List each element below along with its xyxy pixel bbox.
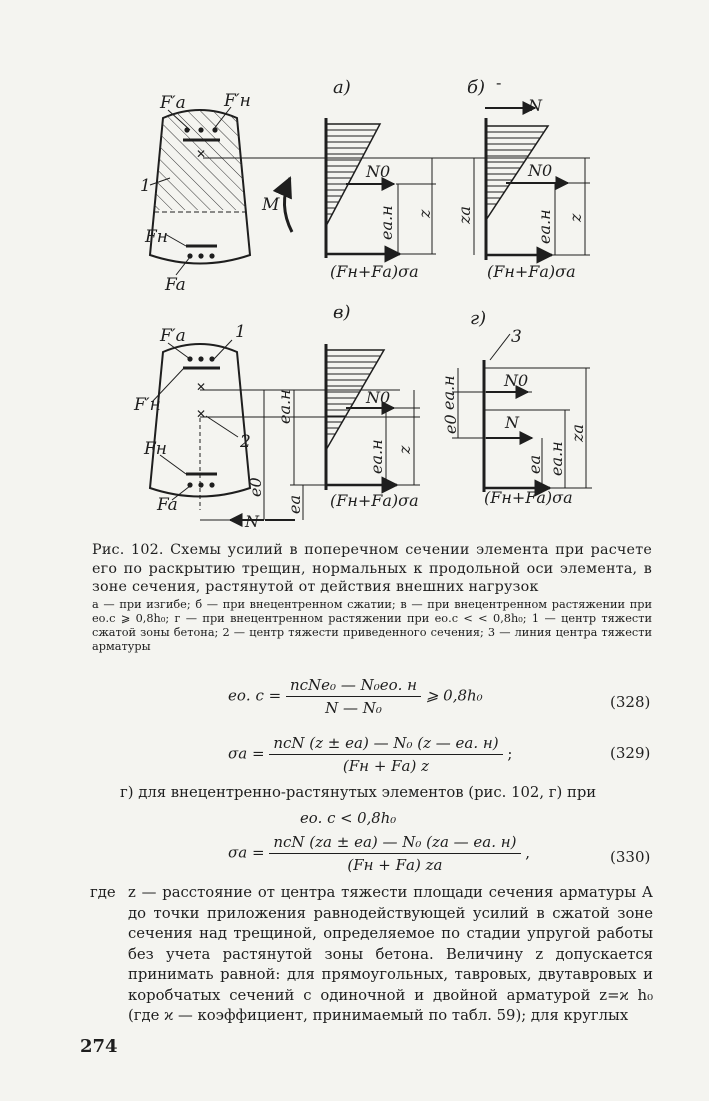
eq329-numerator: nсN (z ± eа) — N₀ (z — eа. н) bbox=[269, 734, 502, 755]
label-force-g: (Fн+Fа)σа bbox=[484, 488, 573, 507]
label-fn-v: Fн bbox=[144, 439, 167, 459]
page-number: 274 bbox=[80, 1036, 118, 1057]
eq328-fraction bbox=[286, 676, 421, 717]
svg-text:✕: ✕ bbox=[196, 407, 207, 421]
label-e0-v: e0 bbox=[246, 477, 265, 497]
eq330-number: (330) bbox=[610, 848, 651, 866]
section-top bbox=[150, 107, 292, 275]
label-force-b: (Fн+Fа)σа bbox=[487, 262, 576, 281]
eq329-lhs: σа = bbox=[228, 744, 265, 763]
figure-caption-title: Рис. 102. Схемы усилий в поперечном сечении элемента при расчете его по раскрытию трещин, нормальных к продольной оси элемента, в зоне сечения, растянутой от действия внешних нагрузок bbox=[92, 542, 652, 595]
eq328-numerator: nсNe₀ — N₀eо. н bbox=[286, 676, 421, 697]
label-n0-a: N0 bbox=[366, 162, 391, 181]
panel-v-diagram bbox=[200, 302, 420, 520]
label-ean-b: ea.н bbox=[535, 209, 554, 244]
label-fa-prime: F′a bbox=[160, 93, 186, 113]
equation-330 bbox=[228, 833, 588, 874]
label-fn: Fн bbox=[145, 227, 168, 247]
equation-329 bbox=[228, 734, 568, 775]
label-n0-b: N0 bbox=[528, 161, 553, 180]
svg-text:✕: ✕ bbox=[196, 380, 207, 394]
label-2-v: 2 bbox=[240, 432, 251, 452]
figure-caption-note: а — при изгибе; б — при внецентренном сжатии; в — при внецентренном растяжении при eо.с ⩾ 0,8h₀; г — при внецентренном растяжении при eо.с < < 0,8h₀; 1 — центр тяжести сжатой зоны бетона; 2 — центр тяжести приведенного сечения; 3 — линия центра тяжести арматуры bbox=[92, 598, 652, 653]
label-1-v: 1 bbox=[235, 322, 246, 342]
label-ean-v-left: ea.н bbox=[275, 389, 294, 424]
eq329-fraction bbox=[269, 734, 502, 775]
label-n-g: N bbox=[505, 413, 519, 432]
label-n-v: N bbox=[245, 512, 259, 531]
label-ean-g: ea.н bbox=[439, 375, 458, 410]
label-1: 1 bbox=[140, 176, 151, 196]
figure-102 bbox=[0, 0, 709, 540]
label-ea-g: ea bbox=[525, 454, 544, 474]
eq328-denominator: N — N₀ bbox=[325, 699, 382, 717]
section-bottom bbox=[150, 340, 295, 520]
label-n-b: N bbox=[528, 96, 542, 115]
label-fa-v: Fa bbox=[157, 495, 178, 515]
label-n0-v: N0 bbox=[366, 388, 391, 407]
eq330-rhs: , bbox=[525, 843, 531, 862]
label-3-g: 3 bbox=[511, 327, 522, 347]
label-ean-v: ea.н bbox=[367, 439, 386, 474]
label-fa-prime-v: F′a bbox=[160, 326, 186, 346]
case-g-text: г) для внецентренно-растянутых элементов (рис. 102, г) при bbox=[120, 784, 597, 801]
label-ean-a: ea.н bbox=[377, 205, 396, 240]
label-force-v: (Fн+Fа)σа bbox=[330, 491, 419, 510]
label-n0-g: N0 bbox=[504, 371, 529, 390]
svg-text:-: - bbox=[496, 73, 502, 92]
label-fn-prime: F′н bbox=[224, 91, 251, 111]
label-ea-v: ea bbox=[285, 494, 304, 514]
label-fa: Fa bbox=[165, 275, 186, 295]
label-force-a: (Fн+Fа)σа bbox=[330, 262, 419, 281]
label-z-a: z bbox=[415, 209, 434, 218]
label-z-v: z bbox=[395, 445, 414, 454]
eq329-rhs: ; bbox=[507, 744, 513, 763]
equation-328 bbox=[228, 676, 558, 717]
condition-text: eо. с < 0,8h₀ bbox=[300, 810, 397, 827]
definition-text: z — расстояние от центра тяжести площади сечения арматуры А до точки приложения равнодействующей усилий в сжатой зоне сечения над трещиной, определяемое по стадии упругой работы без учета растянутой зоны бетона. Величину z допускается принимать равной: для прямоугольных, тавровых, двутавровых и коробчатых сечений с одиночной и двойной арматурой z=ϰ h₀ (где ϰ — коэффициент, принимаемый по табл. 59); для круглых bbox=[128, 884, 653, 1024]
panel-g-diagram bbox=[452, 308, 592, 492]
eq330-lhs: σа = bbox=[228, 843, 265, 862]
label-m: M bbox=[262, 195, 280, 215]
eq330-denominator: (Fн + Fа) zа bbox=[347, 856, 443, 874]
eq330-numerator: nсN (zа ± eа) — N₀ (zа — eа. н) bbox=[269, 833, 520, 854]
label-e0-g: e0 bbox=[441, 414, 460, 434]
panel-label-b: б) bbox=[467, 77, 486, 98]
eq330-fraction bbox=[269, 833, 520, 874]
eq329-number: (329) bbox=[610, 744, 651, 762]
eq328-lhs: eо. с = bbox=[228, 686, 282, 705]
eq328-rhs: ⩾ 0,8h₀ bbox=[425, 686, 483, 705]
label-ean-g2: ea.н bbox=[547, 441, 566, 476]
panel-label-g: г) bbox=[470, 308, 487, 329]
where-label: где bbox=[90, 884, 116, 901]
panel-label-a: а) bbox=[333, 77, 351, 98]
label-z-b: z bbox=[566, 213, 585, 222]
svg-text:✕: ✕ bbox=[196, 147, 207, 161]
eq329-denominator: (Fн + Fа) z bbox=[342, 757, 430, 775]
eq328-number: (328) bbox=[610, 693, 651, 711]
label-za-g: za bbox=[568, 424, 587, 442]
panel-label-v: в) bbox=[333, 302, 351, 323]
label-fn-prime-v: F′н bbox=[134, 395, 161, 415]
label-za-b: za bbox=[455, 206, 474, 224]
